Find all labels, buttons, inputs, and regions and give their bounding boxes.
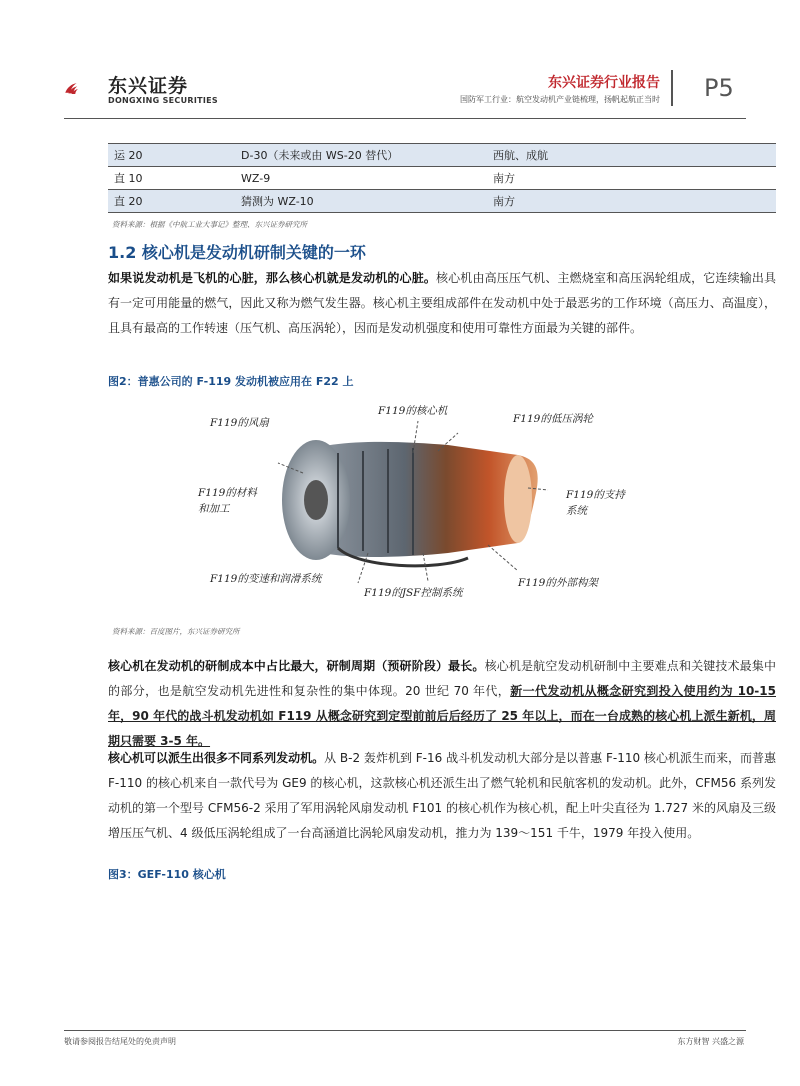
table-cell: 直 20 <box>108 190 235 213</box>
paragraph-derivatives <box>108 746 776 846</box>
table-cell: 南方 <box>487 190 776 213</box>
report-subtitle: 国防军工行业：航空发动机产业链梳理，扬帆起航正当时 <box>460 95 660 104</box>
table-cell: D-30（未来或由 WS-20 替代） <box>235 144 487 167</box>
page-number: P5 <box>704 74 734 102</box>
table-source: 资料来源：根据《中航工业大事记》整理、东兴证券研究所 <box>112 220 307 229</box>
f119-engine-image <box>188 393 633 617</box>
table-cell: 直 10 <box>108 167 235 190</box>
paragraph-lead: 核心机可以派生出很多不同系列发动机。 <box>108 751 325 765</box>
paragraph-cost-cycle <box>108 654 776 754</box>
table-cell: 运 20 <box>108 144 235 167</box>
label-support-1: F119的支持 <box>566 489 625 501</box>
brand-name-cn: 东兴证券 <box>108 75 189 97</box>
footer-disclaimer: 敬请参阅报告结尾处的免责声明 <box>64 1037 176 1046</box>
company-logo-icon <box>64 66 108 110</box>
paragraph-body: 从 B-2 轰炸机到 F-16 战斗机发动机大部分是以普惠 F-110 核心机派生而来，而普惠 F-110 的核心机来自一款代号为 GE9 的核心机，这款核心机还派生出了燃气轮机和民航客机的发动机。此外，CFM56 系列发动机的第一个型号 CFM56-2 采用了军用涡轮风扇发动机 F101 的核心机作为核心机，配上叶尖直径为 1.727 米的风扇及三级增压压气机、4 级低压涡轮组成了一台高涵道比涡轮风扇发动机，推力为 139～151 千牛，1979 年投入使用。 <box>108 751 776 840</box>
figure-caption-3: 图3：GEF-110 核心机 <box>108 868 226 881</box>
table-row <box>108 144 776 167</box>
paragraph-lead: 如果说发动机是飞机的心脏，那么核心机就是发动机的心脏。 <box>108 271 436 285</box>
section-heading: 1.2 核心机是发动机研制关键的一环 <box>108 243 366 262</box>
figure-caption: 图2：普惠公司的 F-119 发动机被应用在 F22 上 <box>108 375 354 388</box>
label-material-1: F119的材料 <box>198 487 257 499</box>
label-fan: F119的风扇 <box>210 417 269 429</box>
header-rule <box>64 118 746 119</box>
table-cell: 西航、成航 <box>487 144 776 167</box>
label-material-2: 和加工 <box>198 503 230 515</box>
label-gearbox: F119的变速和润滑系统 <box>210 573 322 585</box>
label-support-2: 系统 <box>566 505 587 517</box>
table-cell: WZ-9 <box>235 167 487 190</box>
table-row <box>108 167 776 190</box>
label-lpt: F119的低压涡轮 <box>513 413 593 425</box>
figure-source: 资料来源：百度图片，东兴证券研究所 <box>112 627 240 636</box>
paragraph-core-engine <box>108 266 776 341</box>
table-cell: 南方 <box>487 167 776 190</box>
table-row <box>108 190 776 213</box>
label-frame: F119的外部构架 <box>518 577 598 589</box>
label-control: F119的JSF控制系统 <box>364 587 463 599</box>
footer-slogan: 东方财智 兴盛之源 <box>677 1037 744 1046</box>
report-title: 东兴证券行业报告 <box>548 75 660 91</box>
paragraph-body: 核心机由高压压气机、主燃烧室和高压涡轮组成，它连续输出具有一定可用能量的燃气，因此又称为燃气发生器。核心机主要组成部件在发动机中处于最恶劣的工作环境（高压力、高温度），且具有最高的工作转速（压气机、高压涡轮），因而是发动机强度和使用可靠性方面最为关键的部件。 <box>108 271 776 335</box>
brand-name-en: DONGXING SECURITIES <box>108 96 218 105</box>
label-core: F119的核心机 <box>378 405 448 417</box>
engine-table <box>108 143 776 213</box>
header-divider <box>671 70 673 106</box>
paragraph-highlight: 新一代发动机从概念研究到投入使用约为 10-15 年，90 年代的战斗机发动机如 F119 从概念研究到定型前前后后经历了 25 年以上，而在一台成熟的核心机上派生新机，周期只需要 3-5 年。 <box>108 684 776 748</box>
table-cell: 猜测为 WZ-10 <box>235 190 487 213</box>
paragraph-lead: 核心机在发动机的研制成本中占比最大，研制周期（预研阶段）最长。 <box>108 659 485 673</box>
footer-rule <box>64 1030 746 1031</box>
paragraph-body: 核心机是航空发动机研制中主要难点和关键技术最集中的部分，也是航空发动机先进性和复杂性的集中体现。20 世纪 70 年代， <box>108 659 776 698</box>
